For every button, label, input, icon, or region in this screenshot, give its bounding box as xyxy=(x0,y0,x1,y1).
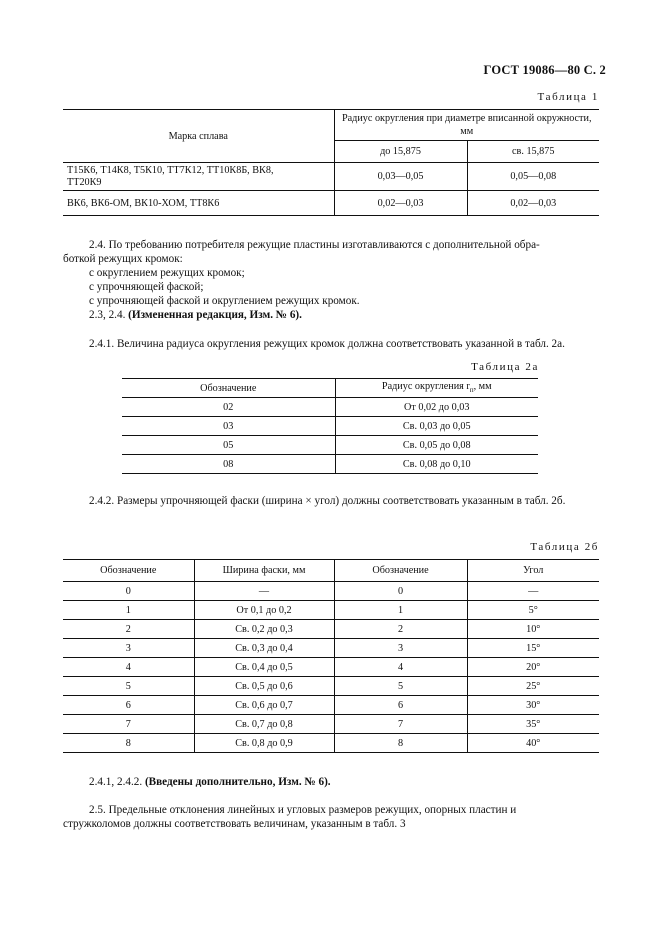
table2a-code-cell: 03 xyxy=(122,417,335,436)
table-row xyxy=(122,455,538,474)
table2b-cell: От 0,1 до 0,2 xyxy=(194,601,334,620)
table2b-cell: Св. 0,5 до 0,6 xyxy=(194,677,334,696)
table1-value-cell: 0,03—0,05 xyxy=(334,163,467,191)
para-2-4-line1: 2.4. По требованию потребителя режущие пластины изготавливаются с дополнительной обра- xyxy=(89,239,540,251)
table1-radius-header: Радиус округления при диаметре вписанной окружности, мм xyxy=(334,110,599,141)
table2b-cell: 1 xyxy=(63,601,194,620)
table2b-cell: 8 xyxy=(63,734,194,753)
table-row xyxy=(63,696,599,715)
table2b-cell: 7 xyxy=(63,715,194,734)
table2b-cell: 5 xyxy=(63,677,194,696)
table-row xyxy=(122,436,538,455)
edit-note-2-3-2-4 xyxy=(89,308,302,323)
note-bold: (Введены дополнительно, Изм. № 6). xyxy=(144,776,331,788)
table1-caption: Таблица 1 xyxy=(537,91,599,103)
note-2-4-1-2-4-2 xyxy=(89,775,331,790)
table-row xyxy=(63,734,599,753)
table2b-header-designation: Обозначение xyxy=(63,560,194,582)
table2b-cell: 20° xyxy=(467,658,599,677)
para-2-5-line2: стружколомов должны соответствовать величинам, указанным в табл. 3 xyxy=(63,818,406,830)
table2b-cell: — xyxy=(467,582,599,601)
table1-grade-cell: ВК6, ВК6-ОМ, ВК10-ХОМ, ТТ8К6 xyxy=(63,191,334,216)
table2b-cell: Св. 0,6 до 0,7 xyxy=(194,696,334,715)
table-row xyxy=(63,191,599,216)
table2b-cell: 4 xyxy=(334,658,467,677)
table2b-cell: 0 xyxy=(334,582,467,601)
table2b-cell: 3 xyxy=(63,639,194,658)
table2b-cell: 10° xyxy=(467,620,599,639)
table2b-header-angle: Угол xyxy=(467,560,599,582)
table2b-cell: 2 xyxy=(63,620,194,639)
table2b-cell: 6 xyxy=(334,696,467,715)
page-header: ГОСТ 19086—80 С. 2 xyxy=(483,63,606,77)
table1-value-cell: 0,05—0,08 xyxy=(467,163,599,191)
edit-note-prefix: 2.3, 2.4. xyxy=(89,309,129,321)
table1-value-cell: 0,02—0,03 xyxy=(334,191,467,216)
table1-grade-header: Марка сплава xyxy=(63,110,334,163)
table2b-cell: 30° xyxy=(467,696,599,715)
table2b-cell: 15° xyxy=(467,639,599,658)
table2b-cell: Св. 0,4 до 0,5 xyxy=(194,658,334,677)
table2a xyxy=(122,378,538,474)
table-row xyxy=(63,582,599,601)
table2a-value-cell: Св. 0,03 до 0,05 xyxy=(335,417,538,436)
table2b-cell: 25° xyxy=(467,677,599,696)
table1-grade-cell: Т15К6, Т14К8, Т5К10, ТТ7К12, ТТ10К8Б, ВК8, ТТ20К9 xyxy=(63,163,334,191)
table2b-cell: 5 xyxy=(334,677,467,696)
table2b xyxy=(63,559,599,753)
list-item: с округлением режущих кромок; xyxy=(89,267,245,279)
table2b-cell: 5° xyxy=(467,601,599,620)
table-row xyxy=(63,677,599,696)
table2a-designation-header: Обозначение xyxy=(122,379,335,398)
table1-subheader-over: св. 15,875 xyxy=(467,141,599,163)
table2b-cell: 2 xyxy=(334,620,467,639)
table1-value-cell: 0,02—0,03 xyxy=(467,191,599,216)
table2b-cell: — xyxy=(194,582,334,601)
table2a-value-cell: Св. 0,08 до 0,10 xyxy=(335,455,538,474)
table2b-cell: 4 xyxy=(63,658,194,677)
table2b-caption: Таблица 2б xyxy=(530,541,599,553)
table-row xyxy=(63,163,599,191)
table2b-header-designation-2: Обозначение xyxy=(334,560,467,582)
table2a-value-cell: От 0,02 до 0,03 xyxy=(335,398,538,417)
table-row xyxy=(63,658,599,677)
table2b-cell: 1 xyxy=(334,601,467,620)
table-row xyxy=(122,398,538,417)
table2b-header-width: Ширина фаски, мм xyxy=(194,560,334,582)
table2a-code-cell: 08 xyxy=(122,455,335,474)
table2a-code-cell: 02 xyxy=(122,398,335,417)
note-prefix: 2.4.1, 2.4.2. xyxy=(89,776,145,788)
list-item: с упрочняющей фаской; xyxy=(89,281,204,293)
table2b-cell: 6 xyxy=(63,696,194,715)
table2b-cell: 40° xyxy=(467,734,599,753)
para-2-5-line1: 2.5. Предельные отклонения линейных и угловых размеров режущих, опорных пластин и xyxy=(89,804,517,816)
table2a-code-cell: 05 xyxy=(122,436,335,455)
table2b-cell: 35° xyxy=(467,715,599,734)
table2b-cell: Св. 0,7 до 0,8 xyxy=(194,715,334,734)
table2b-cell: 8 xyxy=(334,734,467,753)
para-2-4-1: 2.4.1. Величина радиуса округления режущих кромок должна соответствовать указанной в табл. 2а. xyxy=(89,338,565,350)
table-row xyxy=(63,639,599,658)
table2b-cell: Св. 0,3 до 0,4 xyxy=(194,639,334,658)
table2a-radius-header: Радиус округления $r_п$, мм xyxy=(335,379,538,398)
table-row xyxy=(63,715,599,734)
table2a-caption: Таблица 2а xyxy=(471,361,539,373)
edit-note-bold: (Измененная редакция, Изм. № 6). xyxy=(128,309,302,321)
para-2-4-2: 2.4.2. Размеры упрочняющей фаски (ширина × угол) должны соответствовать указанным в табл. 2б. xyxy=(89,495,566,507)
table2a-value-cell: Св. 0,05 до 0,08 xyxy=(335,436,538,455)
table2b-cell: 0 xyxy=(63,582,194,601)
table2b-cell: Св. 0,2 до 0,3 xyxy=(194,620,334,639)
table-row xyxy=(63,601,599,620)
table2b-cell: 3 xyxy=(334,639,467,658)
table1-subheader-up-to: до 15,875 xyxy=(334,141,467,163)
table2b-cell: Св. 0,8 до 0,9 xyxy=(194,734,334,753)
list-item: с упрочняющей фаской и округлением режущих кромок. xyxy=(89,295,360,307)
table2b-cell: 7 xyxy=(334,715,467,734)
table-row xyxy=(122,417,538,436)
para-2-4-line2: боткой режущих кромок: xyxy=(63,253,183,265)
table-row xyxy=(63,620,599,639)
table1 xyxy=(63,109,599,216)
